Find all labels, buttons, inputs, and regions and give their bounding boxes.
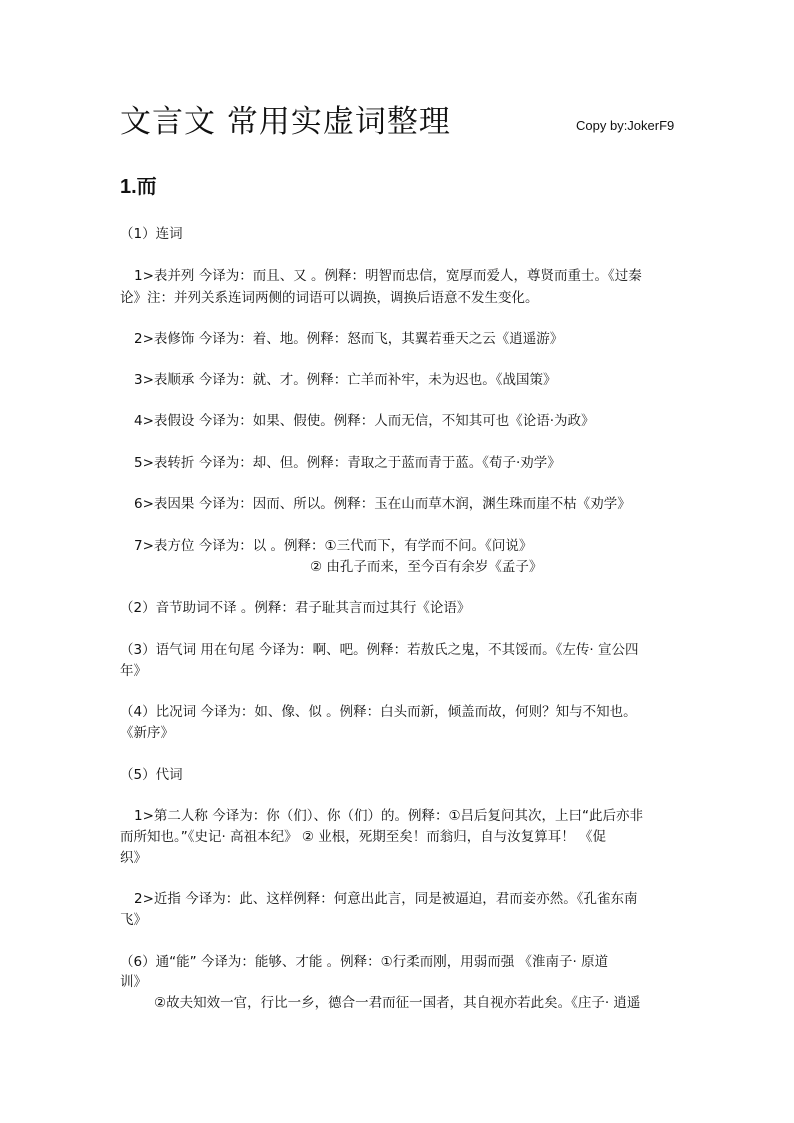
text-line: 6>表因果 今译为：因而、所以。例释：玉在山而草木润，渊生珠而崖不枯《劝学》 (134, 496, 631, 512)
text-line: 5>表转折 今译为：却、但。例释：青取之于蓝而青于蓝。《荀子·劝学》 (134, 455, 561, 471)
text-line: 《新序》 (120, 725, 174, 741)
text-line: 1>表并列 今译为：而且、又 。例释：明智而忠信，宽厚而爱人，尊贤而重士。《过秦 (134, 268, 642, 284)
text-line: 织》 (120, 850, 147, 866)
text-line: （2）音节助词不译 。例释：君子耻其言而过其行《论语》 (120, 600, 471, 616)
copy-by-credit: Copy by:JokerF9 (576, 118, 675, 133)
text-line: （6）通“能” 今译为：能够、才能 。例释：①行柔而刚，用弱而强 《淮南子· 原道 (120, 954, 609, 970)
text-line: 7>表方位 今译为：以 。例释：①三代而下，有学而不问。《问说》 (134, 538, 533, 554)
text-line: 论》注：并列关系连词两侧的词语可以调换，调换后语意不发生变化。 (120, 290, 539, 306)
text-line: 2>近指 今译为：此、这样例释：何意出此言，同是被逼迫，君而妾亦然。《孔雀东南 (134, 891, 638, 907)
text-line: 年》 (120, 663, 147, 679)
section-heading-er: 1.而 (120, 176, 157, 198)
text-line: （1）连词 (120, 226, 183, 242)
text-line: （5）代词 (120, 767, 183, 783)
text-line: 训》 (120, 974, 147, 990)
text-line: 2>表修饰 今译为：着、地。例释：怒而飞，其翼若垂天之云《逍遥游》 (134, 331, 564, 347)
text-line: 3>表顺承 今译为：就、才。例释：亡羊而补牢，未为迟也。《战国策》 (134, 372, 557, 388)
text-line: （4）比况词 今译为：如、像、似 。例释：白头而新，倾盖而故，何则？知与不知也。 (120, 704, 637, 720)
text-line: 而所知也。”《史记· 高祖本纪》 ② 业根，死期至矣！而翁归，自与汝复算耳！ 《促 (120, 829, 607, 845)
text-line: 飞》 (120, 912, 147, 928)
document-title: 文言文 常用实虚词整理 (120, 104, 451, 140)
text-line: 4>表假设 今译为：如果、假使。例释：人而无信，不知其可也《论语·为政》 (134, 413, 595, 429)
text-line: 1>第二人称 今译为：你（们）、你（们）的。例释：①吕后复问其次，上曰“此后亦非 (134, 808, 644, 824)
text-line: （3）语气词 用在句尾 今译为：啊、吧。例释：若敖氏之鬼，不其馁而。《左传· 宣公四 (120, 642, 639, 658)
text-line: ② 由孔子而来，至今百有余岁《孟子》 (310, 559, 543, 575)
text-line: ②故夫知效一官，行比一乡，德合一君而征一国者，其自视亦若此矣。《庄子· 逍遥 (154, 995, 641, 1011)
